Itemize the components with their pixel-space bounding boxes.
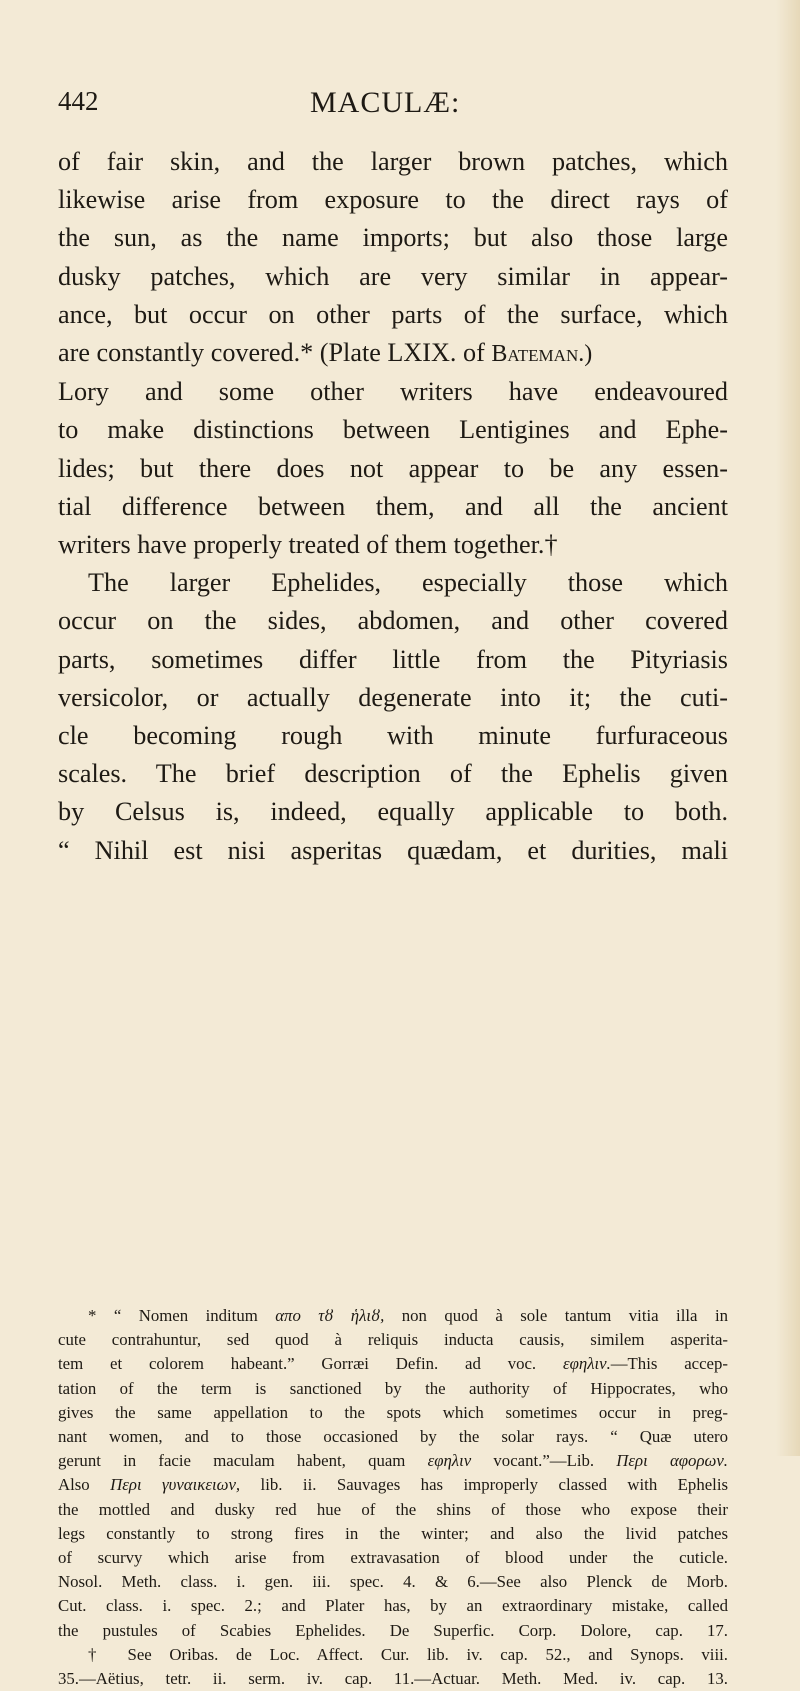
footnote-text: Also xyxy=(58,1475,111,1495)
body-line: versicolor, or actually degenerate into it; the cuti- xyxy=(58,682,728,712)
footnotes xyxy=(58,1304,728,1691)
body-line: Lory and some other writers have endeavoured xyxy=(58,377,728,407)
running-head: MACULÆ: xyxy=(310,86,461,119)
footnote-text: non quod à sole tantum vitia illa in xyxy=(384,1306,728,1325)
footnote-line xyxy=(58,1304,728,1328)
body-line: by Celsus is, indeed, equally applicable to both. xyxy=(58,797,728,827)
greek-phrase: Περι αφορων. xyxy=(616,1451,728,1471)
page-header xyxy=(58,86,742,126)
body-line: The larger Ephelides, especially those which xyxy=(88,568,728,598)
footnote-text: —This accep- xyxy=(610,1354,728,1374)
footnote-line: cute contrahuntur, sed quod à reliquis inducta causis, similem asperita- xyxy=(58,1330,728,1350)
footnote-line: of scurvy which arise from extravasation of blood under the cuticle. xyxy=(58,1548,728,1568)
body-line: dusky patches, which are very similar in appear- xyxy=(58,261,728,291)
footnote-line: gives the same appellation to the spots which sometimes occur in preg- xyxy=(58,1402,728,1422)
body-line: occur on the sides, abdomen, and other covered xyxy=(58,606,728,636)
page-number: 442 xyxy=(58,86,99,116)
body-text xyxy=(58,143,728,870)
author-name: Bateman.) xyxy=(491,341,593,368)
greek-phrase: εφηλιν. xyxy=(562,1354,611,1374)
body-line: parts, sometimes differ little from the Pityriasis xyxy=(58,644,728,674)
footnote-text: vocant.”—Lib. xyxy=(471,1451,617,1471)
footnote-line xyxy=(58,1473,728,1497)
footnote-line xyxy=(58,1352,728,1376)
footnote-text: lib. ii. Sauvages has improperly classed with Ephelis xyxy=(240,1475,729,1495)
footnote-line: Cut. class. i. spec. 2.; and Plater has, by an extraordinary mistake, called xyxy=(58,1596,728,1616)
body-line: likewise arise from exposure to the direct rays of xyxy=(58,185,728,215)
greek-phrase: εφηλιν xyxy=(427,1451,472,1471)
body-line: “ Nihil est nisi asperitas quædam, et durities, mali xyxy=(58,835,728,865)
page-edge-shadow xyxy=(776,0,800,1456)
footnote-line: † See Oribas. de Loc. Affect. Cur. lib. iv. cap. 52., and Synops. viii. xyxy=(88,1644,728,1664)
footnote-text: gerunt in facie maculam habent, quam xyxy=(58,1451,428,1471)
body-line: ance, but occur on other parts of the surface, which xyxy=(58,299,728,329)
footnote-line: the pustules of Scabies Ephelides. De Superfic. Corp. Dolore, cap. 17. xyxy=(58,1620,728,1640)
body-line: writers have properly treated of them together.† xyxy=(58,530,558,560)
body-line: lides; but there does not appear to be any essen- xyxy=(58,453,728,483)
greek-phrase: Περι γυναικειων, xyxy=(110,1475,241,1495)
body-line: cle becoming rough with minute furfuraceous xyxy=(58,721,728,751)
body-line: tial difference between them, and all the ancient xyxy=(58,491,728,521)
footnote-line xyxy=(58,1449,728,1473)
footnote-line: 35.—Aëtius, tetr. ii. serm. iv. cap. 11.—Actuar. Meth. Med. iv. cap. 13. xyxy=(58,1669,728,1689)
body-line: of fair skin, and the larger brown patches, which xyxy=(58,147,728,176)
body-line xyxy=(58,334,728,373)
body-line: to make distinctions between Lentigines and Ephe- xyxy=(58,415,728,445)
footnote-text: * “ Nomen inditum xyxy=(88,1306,276,1325)
footnote-line: tation of the term is sanctioned by the authority of Hippocrates, who xyxy=(58,1378,728,1398)
body-line: scales. The brief description of the Ephelis given xyxy=(58,759,728,789)
footnote-line: legs constantly to strong fires in the winter; and also the livid patches xyxy=(58,1523,728,1543)
body-line: the sun, as the name imports; but also those large xyxy=(58,223,728,253)
greek-phrase: απο τȣ ἡλιȣ, xyxy=(275,1306,385,1325)
footnote-text: tem et colorem habeant.” Gorræi Defin. ad voc. xyxy=(58,1354,563,1374)
footnote-line: Nosol. Meth. class. i. gen. iii. spec. 4. & 6.—See also Plenck de Morb. xyxy=(58,1572,728,1592)
body-line-text: are constantly covered.* (Plate LXIX. of xyxy=(58,338,492,368)
footnote-line: nant women, and to those occasioned by the solar rays. “ Quæ utero xyxy=(58,1427,728,1447)
footnote-line: the mottled and dusky red hue of the shins of those who expose their xyxy=(58,1499,728,1519)
